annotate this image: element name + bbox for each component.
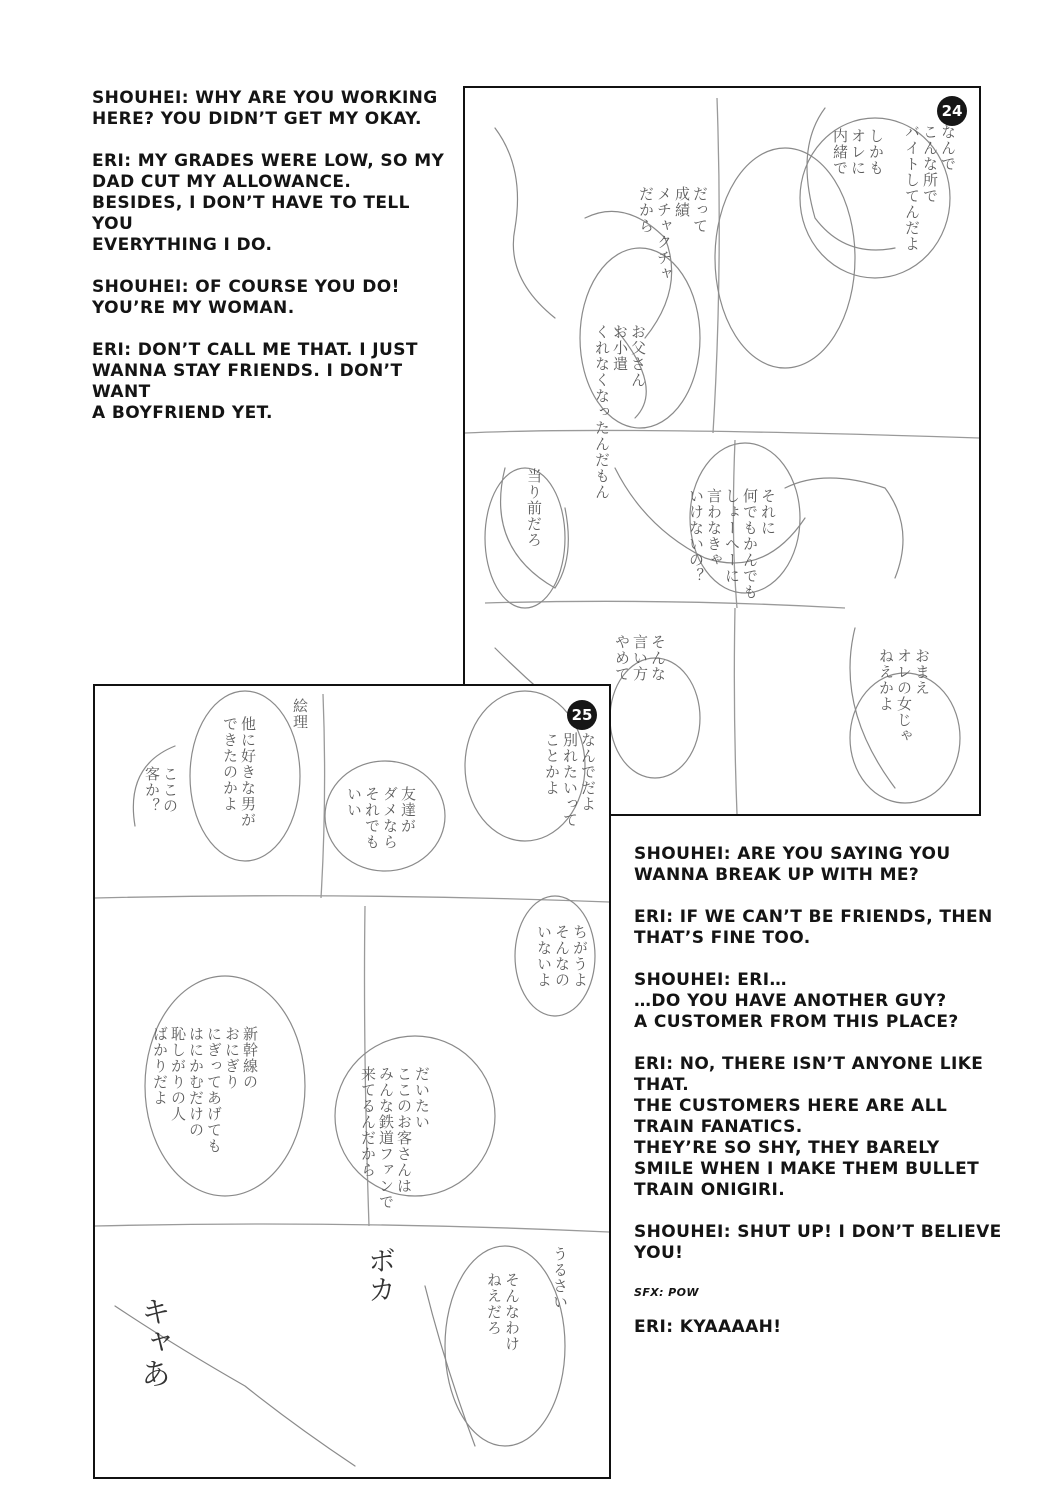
sfx-text: ボカ [364, 1246, 397, 1304]
sfx-text: キャあ [135, 1296, 170, 1389]
speech-bubble: 絵理 [291, 698, 309, 730]
translation-line: ERI: DON’T CALL ME THAT. I JUST WANNA STAY FRIENDS. I DON’T WANT A BOYFRIEND YET. [92, 340, 418, 423]
speech-bubble: 友達が ダメなら それでも いい [345, 786, 417, 850]
speech-bubble: おまえ オレの女じゃ ねえかよ [877, 648, 931, 744]
speech-bubble: そんなわけ ねえだろ [485, 1272, 521, 1352]
page-number-badge: 25 [567, 700, 597, 730]
speech-bubble: 当り前だろ [525, 468, 543, 548]
translation-line: SHOUHEI: WHY ARE YOU WORKING HERE? YOU DIDN’T GET MY OKAY. [92, 88, 438, 129]
translation-line: ERI: IF WE CAN’T BE FRIENDS, THEN THAT’S FINE TOO. [634, 907, 993, 948]
speech-bubble: しかも オレに 内緒で [831, 128, 885, 176]
translation-line: SHOUHEI: OF COURSE YOU DO! YOU’RE MY WOMAN. [92, 277, 400, 318]
translation-line: ERI: NO, THERE ISN’T ANYONE LIKE THAT. THE CUSTOMERS HERE ARE ALL TRAIN FANATICS. THEY’RE SO SHY, THEY BARELY SMILE WHEN I MAKE THEM BULLET TRAIN ONIGIRI. [634, 1054, 984, 1200]
storyboard-page-25 [93, 684, 611, 1479]
speech-bubble: 他に好きな男が できたのかよ [221, 716, 257, 828]
sfx-note: SFX: POW [634, 1286, 699, 1299]
speech-bubble: うるさい [551, 1246, 569, 1310]
speech-bubble: ちがうよ そんなの いないよ [535, 924, 589, 988]
translation-line: SHOUHEI: ERI… …DO YOU HAVE ANOTHER GUY? A CUSTOMER FROM THIS PLACE? [634, 970, 959, 1032]
translation-line: ERI: MY GRADES WERE LOW, SO MY DAD CUT MY ALLOWANCE. BESIDES, I DON’T HAVE TO TELL YOU EVERYTHING I DO. [92, 151, 445, 255]
translation-line: ERI: KYAAAAH! [634, 1317, 782, 1337]
translation-block-top [92, 88, 452, 445]
speech-bubble: なんで こんな所で バイトしてんだよ [903, 124, 957, 252]
translation-line: SHOUHEI: ARE YOU SAYING YOU WANNA BREAK UP WITH ME? [634, 844, 951, 885]
speech-bubble: だって 成績 メチャクチャ だから [637, 186, 709, 282]
speech-bubble: ここの 客か？ [143, 766, 179, 814]
translation-block-bottom [634, 844, 1004, 1359]
speech-bubble: 新幹線の おにぎり にぎってあげても はにかむだけの 恥しがりの人 ばかりだよ [151, 1026, 259, 1154]
speech-bubble: お父さん お小遣 くれなくなったんだもん [593, 324, 647, 500]
speech-bubble: だいたい ここのお客さんは みんな鉄道ファンで 来てるんだから [359, 1066, 431, 1210]
page-number-badge: 24 [937, 96, 967, 126]
speech-bubble: それに 何でもかんでも しょーへーに 言わなきゃ いけないの？ [687, 488, 777, 600]
speech-bubble: なんでだよ 別れたいって ことかよ [543, 732, 597, 828]
translation-line: SHOUHEI: SHUT UP! I DON’T BELIEVE YOU! [634, 1222, 1002, 1263]
speech-bubble: そんな 言い方 やめて [613, 634, 667, 682]
